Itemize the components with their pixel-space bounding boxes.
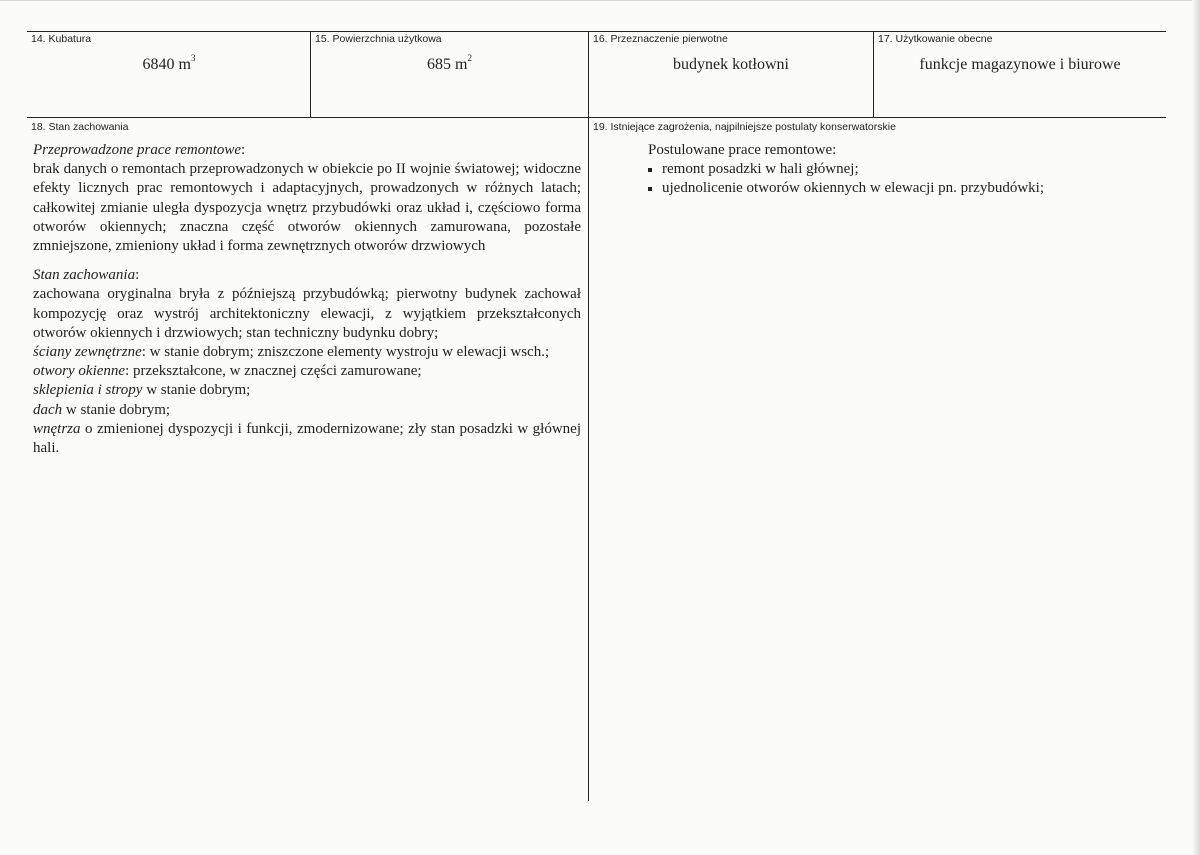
remonty-paragraph: Przeprowadzone prace remontowe: brak danych o remontach przeprowadzonych w obiekcie po II wojnie światowej; widoczne efekty licznych prac remontowych i adaptacyjnych, prowadzonych w różnych latach; całkowitej zmianie uległa dyspozycja wnętrz przybudówki oraz układ i, częściowo forma otworów okiennych; znaczna część otworów okiennych zamurowana, pozostałe zmniejszone, zmieniony układ i forma zewnętrznych otworów drzwiowych [33, 142, 581, 255]
list-item: remont posadzki w hali głównej; [648, 160, 1168, 179]
field-value-uzytkowanie: funkcje magazynowe i biurowe [919, 56, 1121, 73]
stan-heading: Stan zachowania [33, 267, 136, 284]
grid-line-col-a [310, 31, 311, 117]
remonty-text: brak danych o remontach przeprowadzonych w obiekcie po II wojnie światowej; widoczne efekty licznych prac remontowych i adaptacyjnych, prowadzonych w różnych latach; całkowitej zmianie uległa dyspozycja wnętrz przybudówki oraz układ i, częściowo forma otworów okiennych; znaczna część otworów okiennych zamurowana, pozostałe zmniejszone, zmieniony układ i forma zewnętrznych otworów drzwiowych [33, 161, 581, 255]
remonty-heading: Przeprowadzone prace remontowe [33, 142, 242, 158]
section-label-zagrozenia: 19. Istniejące zagrożenia, najpilniejsze postulaty konserwatorskie [593, 121, 896, 133]
item-term: dach [33, 401, 63, 418]
field-value-przeznaczenie: budynek kotłowni [673, 56, 789, 73]
field-label-przeznaczenie: 16. Przeznaczenie pierwotne [593, 33, 728, 45]
field-value-kubatura [28, 53, 310, 74]
item-sep: : [125, 363, 133, 380]
page-top-edge [0, 0, 1200, 1]
powierzchnia-number: 685 m [427, 56, 468, 73]
field-label-kubatura: 14. Kubatura [31, 33, 92, 45]
item-sep: : [141, 344, 150, 361]
page-right-edge [1192, 0, 1200, 855]
stan-paragraph: Stan zachowania: zachowana oryginalna bryła z późniejszą przybudówką; pierwotny budynek zachował kompozycję oraz wystrój architektoniczny elewacji, z wyjątkiem przekształconych otworów okiennych i drzwiowych; stan techniczny budynku dobry; ściany zewnętrzne: w stanie dobrym; zniszczone elementy wystroju w elewacji wsch.; otwory okienne: przekształcone, w znacznej części zamurowane; sklepienia i stropy w stanie dobrym; dach w stanie dobrym; wnętrza o zmienionej dyspozycji i funkcji, zmodernizowane; zły stan posadzki w głównej hali. [33, 267, 582, 457]
postulaty-heading: Postulowane prace remontowe: [648, 142, 837, 158]
grid-line-top [27, 31, 1166, 32]
powierzchnia-unit-exponent: 2 [467, 53, 472, 63]
grid-line-col-b [588, 31, 589, 801]
item-text: przekształcone, w znacznej części zamurowane; [132, 363, 422, 380]
section-label-stan-zachowania: 18. Stan zachowania [31, 121, 129, 133]
item-text: o zmienionej dyspozycji i funkcji, zmodernizowane; zły stan posadzki w głównej hali. [33, 420, 582, 457]
grid-line-col-c [873, 31, 874, 117]
postulaty-text [648, 141, 1168, 199]
kubatura-unit-exponent: 3 [190, 53, 196, 63]
item-term: otwory okienne [33, 363, 126, 380]
field-value-powierzchnia [311, 53, 588, 74]
field-label-uzytkowanie: 17. Użytkowanie obecne [878, 33, 993, 45]
field-label-powierzchnia: 15. Powierzchnia użytkowa [315, 33, 442, 45]
stan-text: zachowana oryginalna bryła z późniejszą przybudówką; pierwotny budynek zachował kompozycję oraz wystrój architektoniczny elewacji, z wyjątkiem przekształconych otworów okiennych i drzwiowych; stan techniczny budynku dobry; [33, 286, 581, 341]
list-item: ujednolicenie otworów okiennych w elewacji pn. przybudówki; [648, 179, 1168, 198]
grid-line-middle [27, 117, 1166, 118]
item-text: w stanie dobrym; zniszczone elementy wystroju w elewacji wsch.; [149, 344, 550, 361]
item-term: sklepienia i stropy [33, 382, 143, 399]
item-text: w stanie dobrym; [146, 382, 251, 399]
item-text: w stanie dobrym; [65, 401, 171, 418]
kubatura-number: 6840 m [142, 56, 191, 73]
item-term: ściany zewnętrzne [33, 344, 142, 361]
postulaty-list [648, 160, 1168, 198]
item-term: wnętrza [33, 420, 81, 437]
stan-zachowania-text [33, 141, 581, 458]
